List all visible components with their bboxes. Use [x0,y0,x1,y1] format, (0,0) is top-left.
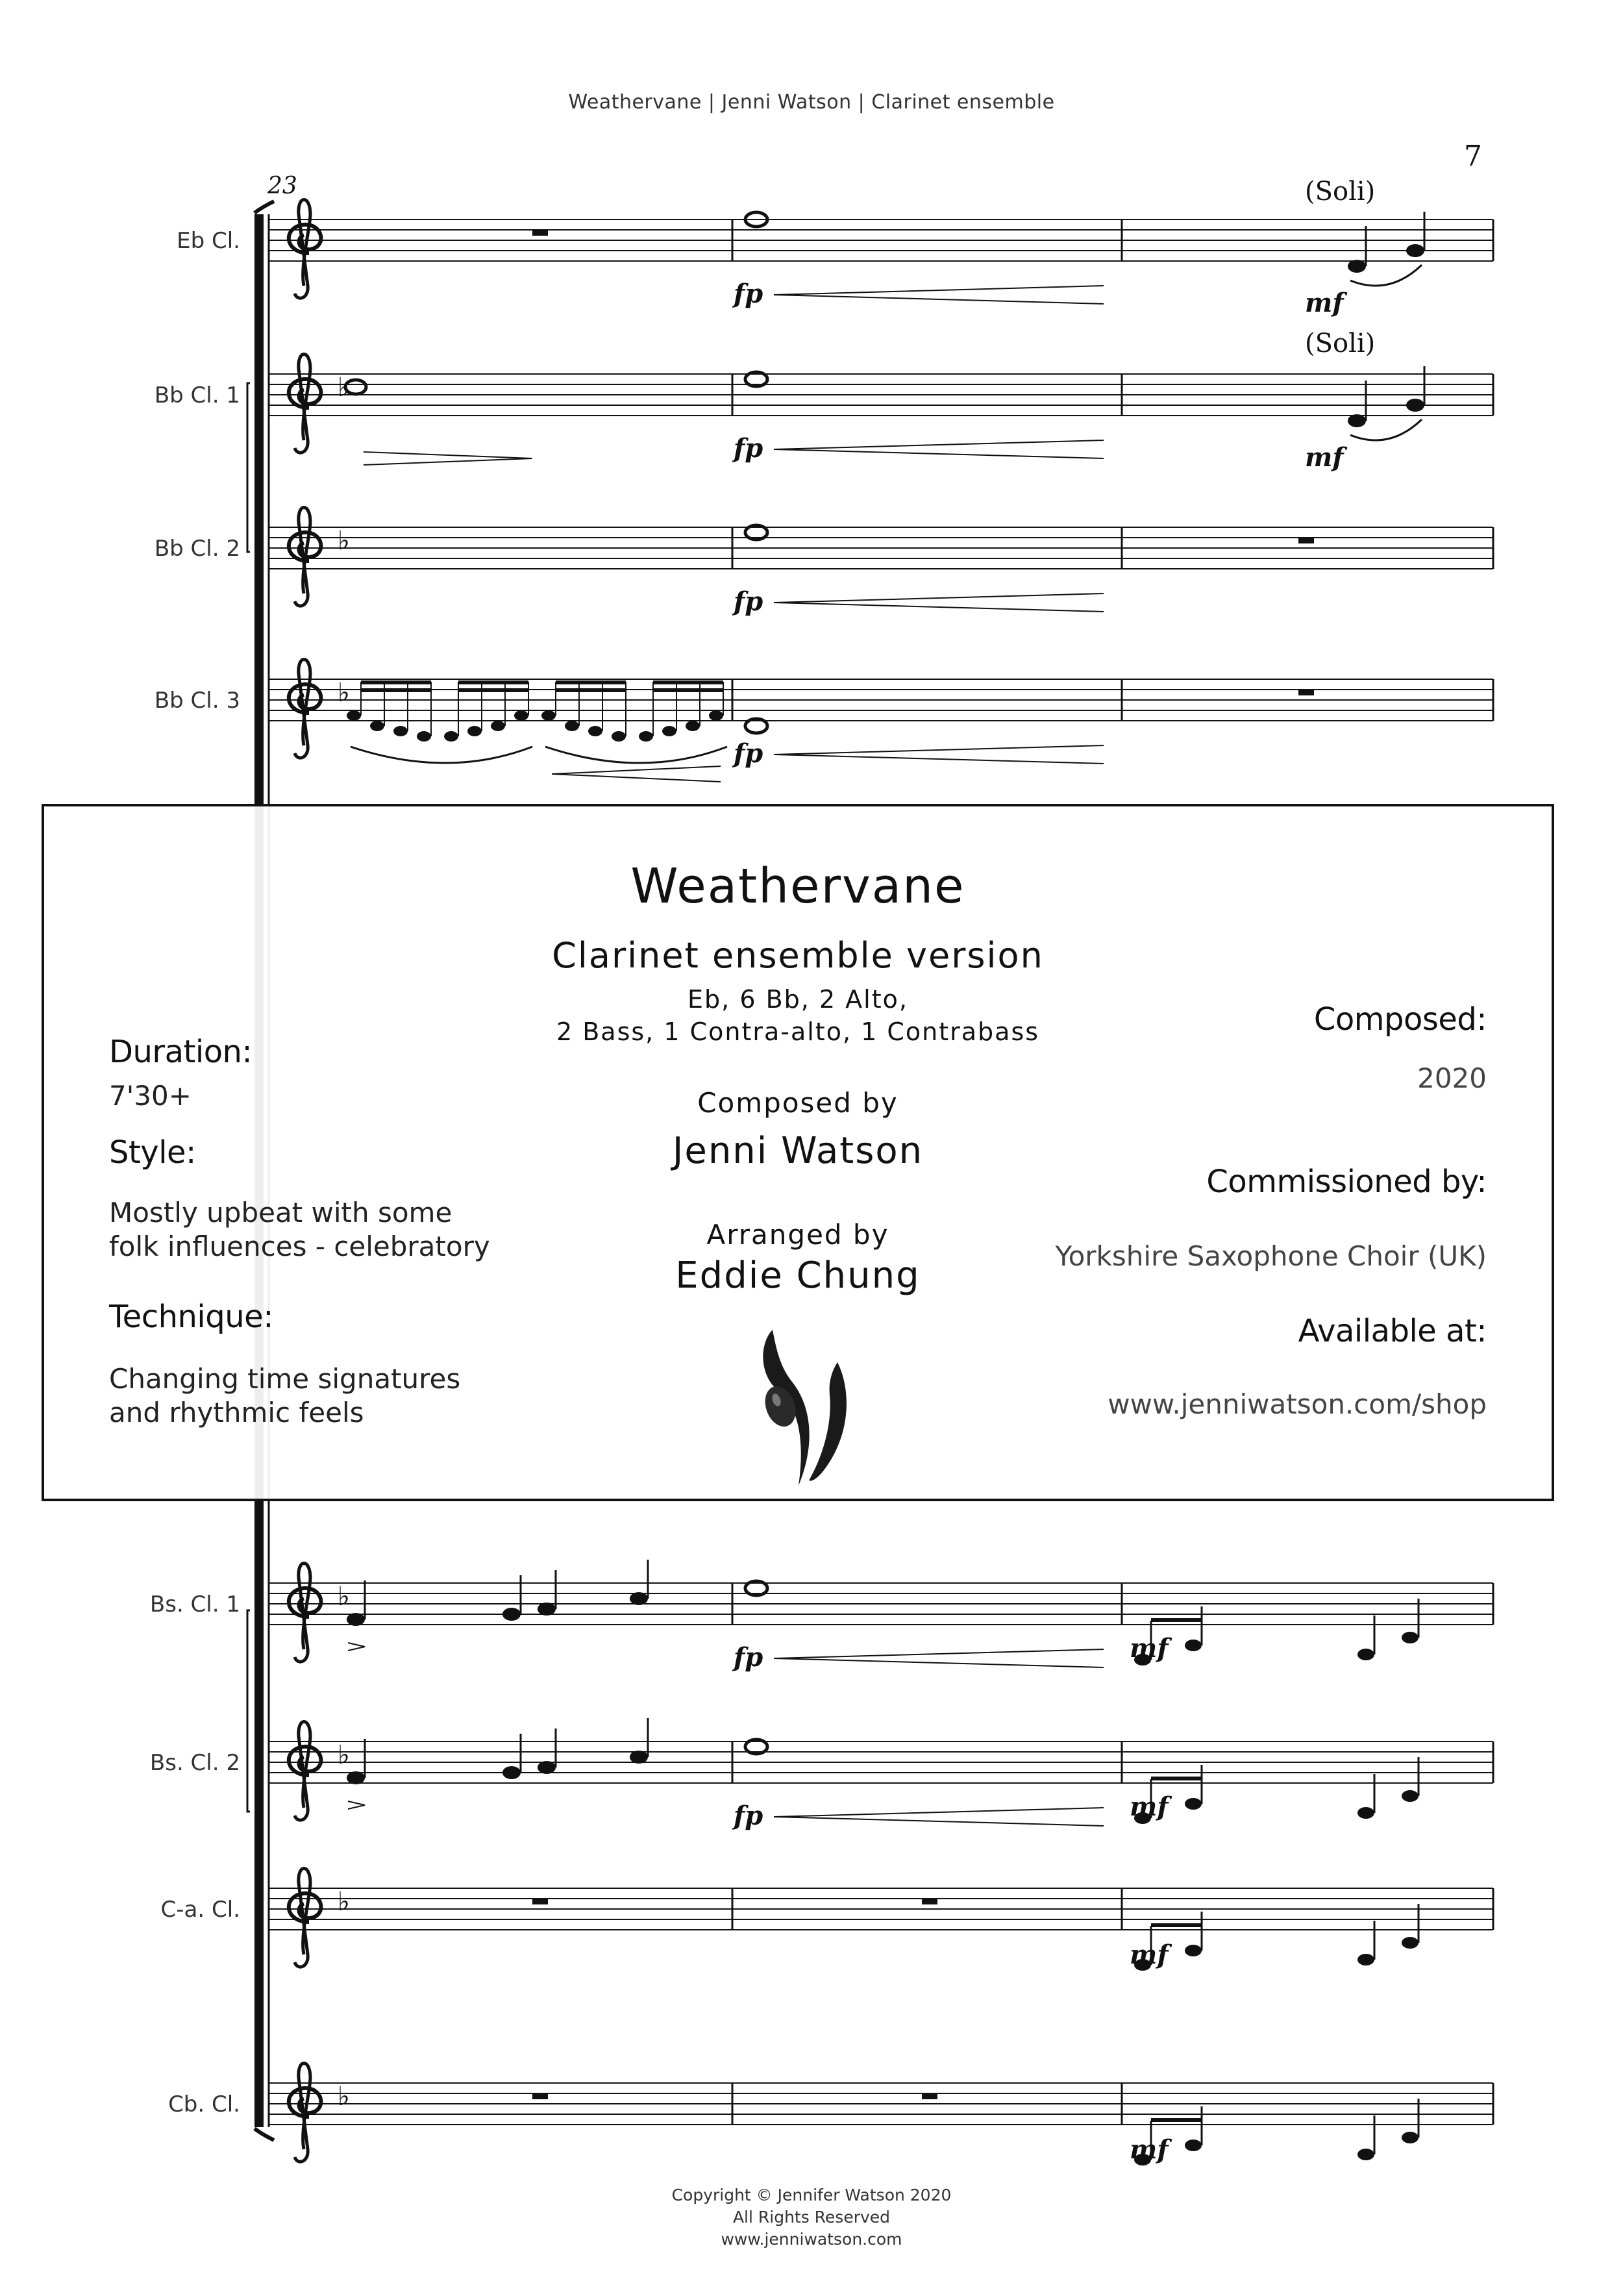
soli-marking-1: (Soli) [1305,177,1376,206]
measure-three-figure [1130,2099,1419,2165]
treble-clef-icon [289,1722,321,1821]
flat-key-signature-icon: ♭ [338,373,350,403]
measure-three-figure [1130,1904,1419,1971]
mf-dynamic: mf [1130,1940,1169,1970]
fp-dynamic: fp [734,279,763,309]
copyright-line: Copyright © Jennifer Watson 2020 [671,2186,952,2204]
decrescendo-hairpin [774,286,1104,304]
style-label: Style: [109,1134,196,1171]
piece-title: Weathervane [630,858,965,914]
technique-line-2: and rhythmic feels [109,1397,364,1429]
whole-rest [1298,690,1314,695]
style-line-1: Mostly upbeat with some [109,1197,452,1229]
whole-rest [532,1899,548,1904]
soli-marking-2: (Soli) [1305,329,1376,358]
staff-bb-cl-2 [155,508,1493,618]
staff-c-a-cl [161,1869,1493,1967]
instrument-label: Bb Cl. 2 [154,536,240,562]
bass-clarinet-figure [347,1560,648,1651]
quarter-note [1348,414,1366,427]
treble-clef-icon [289,355,321,453]
crescendo-hairpin [552,766,721,782]
mf-dynamic: mf [1130,1791,1169,1822]
flat-key-signature-icon: ♭ [338,678,350,708]
quarter-note [502,1608,521,1621]
technique-label: Technique: [109,1299,273,1335]
eighth-note [1402,1937,1419,1949]
eighth-note [1402,1632,1419,1643]
quarter-note [347,1771,365,1784]
fp-dynamic: fp [734,433,763,464]
instrumentation-line-1: Eb, 6 Bb, 2 Alto, [688,985,908,1014]
treble-clef-icon [289,2064,321,2162]
mf-dynamic: mf [1305,288,1344,318]
staff-cb-cl [168,2064,1493,2162]
treble-clef-icon [289,1869,321,1967]
flat-key-signature-icon: ♭ [338,1740,350,1770]
quarter-note [1348,260,1366,273]
commissioned-by: Yorkshire Saxophone Choir (UK) [1055,1240,1487,1272]
fp-dynamic: fp [734,1642,763,1673]
duration-label: Duration: [109,1034,253,1070]
eighth-note [1185,1798,1202,1810]
eighth-note [1185,1945,1202,1956]
eighth-note [1402,1790,1419,1802]
instrument-label: Eb Cl. [177,228,240,254]
duration-value: 7'30+ [109,1080,192,1112]
bass-clarinet-figure [347,1718,648,1809]
mf-dynamic: mf [1130,1633,1169,1664]
eighth-note [1357,1807,1374,1819]
fp-dynamic: fp [734,738,763,769]
quarter-note [347,1613,365,1626]
available-url[interactable]: www.jenniwatson.com/shop [1108,1388,1487,1420]
quarter-note [1406,244,1424,257]
instrument-label: Bb Cl. 1 [154,382,240,408]
eighth-note [1402,2132,1419,2143]
staff-eb-cl [177,200,1493,310]
commissioned-label: Commissioned by: [1206,1164,1487,1200]
jw-logo-icon [753,1330,857,1486]
instrument-label: Bs. Cl. 2 [149,1750,240,1776]
whole-rest [532,2093,548,2099]
info-overlay [42,804,1554,1501]
crescendo-hairpin [364,452,532,465]
quarter-note [502,1766,521,1779]
arranged-by-label: Arranged by [706,1219,889,1251]
composed-label: Composed: [1313,1001,1487,1038]
composed-by-label: Composed by [697,1087,898,1119]
instrument-label: Bs. Cl. 1 [149,1591,240,1617]
measure-three-figure [1130,1599,1419,1666]
flat-key-signature-icon: ♭ [338,1582,350,1612]
quarter-note [630,1751,648,1764]
treble-clef-icon [289,660,321,758]
quarter-note [630,1592,648,1605]
decrescendo-hairpin [774,440,1104,458]
quarter-note [1406,399,1424,412]
decrescendo-hairpin [774,1808,1104,1826]
available-label: Available at: [1298,1313,1487,1349]
whole-rest [922,2093,937,2099]
instrument-label: Bb Cl. 3 [154,688,240,714]
eighth-note [1357,1649,1374,1660]
soli-phrase [1305,212,1424,318]
instrumentation-line-2: 2 Bass, 1 Contra-alto, 1 Contrabass [556,1017,1040,1046]
mf-dynamic: mf [1130,2134,1169,2165]
footer [0,2184,1623,2251]
composed-year: 2020 [1417,1062,1487,1094]
quarter-note [538,1603,556,1616]
arranger-name: Eddie Chung [675,1254,921,1297]
staff-bb-cl-1 [155,355,1493,464]
sixteenth-note-runs [347,680,727,782]
instrument-label: Cb. Cl. [168,2091,240,2117]
measure-three-figure [1130,1757,1419,1824]
measure-number: 23 [267,173,297,199]
style-line-2: folk influences - celebratory [109,1230,490,1262]
eighth-note [1357,1954,1374,1965]
fp-dynamic: fp [734,1801,763,1831]
eighth-note [1357,2149,1374,2160]
treble-clef-icon [289,200,321,299]
decrescendo-hairpin [774,593,1104,612]
fp-dynamic: fp [734,586,763,617]
whole-rest [532,230,548,236]
whole-rest [1298,538,1314,543]
running-header: Weathervane | Jenni Watson | Clarinet ensemble [568,91,1055,114]
mf-dynamic: mf [1305,442,1344,473]
quarter-note [538,1761,556,1774]
accent-mark [348,1801,365,1809]
decrescendo-hairpin [774,745,1104,764]
technique-line-1: Changing time signatures [109,1363,461,1395]
whole-rest [922,1899,937,1904]
flat-key-signature-icon: ♭ [338,526,350,556]
eighth-note [1185,2140,1202,2151]
composer-name: Jenni Watson [672,1130,924,1172]
treble-clef-icon [289,508,321,606]
page-number: 7 [1464,140,1482,173]
rights-line: All Rights Reserved [732,2208,891,2227]
flat-key-signature-icon: ♭ [338,2082,350,2112]
soli-phrase [1305,366,1424,473]
decrescendo-hairpin [774,1649,1104,1667]
treble-clef-icon [289,1564,321,1662]
version-subtitle: Clarinet ensemble version [552,935,1044,976]
instrument-label: C-a. Cl. [160,1897,240,1923]
flat-key-signature-icon: ♭ [338,1887,350,1917]
accent-mark [348,1643,365,1651]
website-line: www.jenniwatson.com [721,2230,902,2249]
eighth-note [1185,1640,1202,1651]
